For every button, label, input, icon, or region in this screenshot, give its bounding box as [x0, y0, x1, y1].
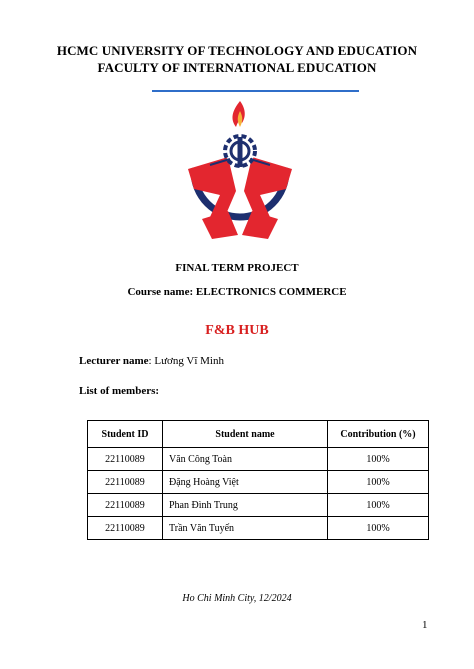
student-id-cell: 22110089: [88, 471, 163, 494]
lecturer-label: Lecturer name: [79, 355, 149, 367]
student-id-cell: 22110089: [88, 448, 163, 471]
course-label: Course name:: [127, 286, 194, 298]
course-line: [0, 286, 474, 298]
table-row: [88, 471, 429, 494]
student-id-cell: 22110089: [88, 517, 163, 540]
lecturer-name: : Lương Vĩ Minh: [148, 355, 224, 367]
lecturer-line: [79, 355, 224, 367]
contribution-cell: 100%: [328, 517, 429, 540]
student-name-cell: Đặng Hoàng Việt: [163, 471, 328, 494]
student-name-cell: Văn Công Toàn: [163, 448, 328, 471]
page-number: 1: [422, 619, 428, 631]
student-id-cell: 22110089: [88, 494, 163, 517]
contribution-cell: 100%: [328, 471, 429, 494]
university-name: HCMC UNIVERSITY OF TECHNOLOGY AND EDUCATION: [56, 43, 418, 58]
table-row: [88, 517, 429, 540]
header-divider: [152, 90, 359, 92]
project-title: FINAL TERM PROJECT: [175, 262, 299, 274]
contribution-cell: 100%: [328, 448, 429, 471]
table-row: [88, 494, 429, 517]
project-name: F&B HUB: [205, 323, 269, 338]
place-date: Ho Chi Minh City, 12/2024: [182, 593, 292, 604]
contribution-cell: 100%: [328, 494, 429, 517]
university-logo-icon: [180, 99, 300, 246]
members-table: [87, 420, 429, 540]
header-contribution: Contribution (%): [328, 421, 429, 448]
table-header-row: [88, 421, 429, 448]
header-student-name: Student name: [163, 421, 328, 448]
header-student-id: Student ID: [88, 421, 163, 448]
members-label: List of members:: [79, 385, 160, 397]
faculty-name: FACULTY OF INTERNATIONAL EDUCATION: [97, 60, 377, 75]
table-row: [88, 448, 429, 471]
course-name: ELECTRONICS COMMERCE: [195, 286, 347, 298]
student-name-cell: Trần Văn Tuyến: [163, 517, 328, 540]
student-name-cell: Phan Đình Trung: [163, 494, 328, 517]
